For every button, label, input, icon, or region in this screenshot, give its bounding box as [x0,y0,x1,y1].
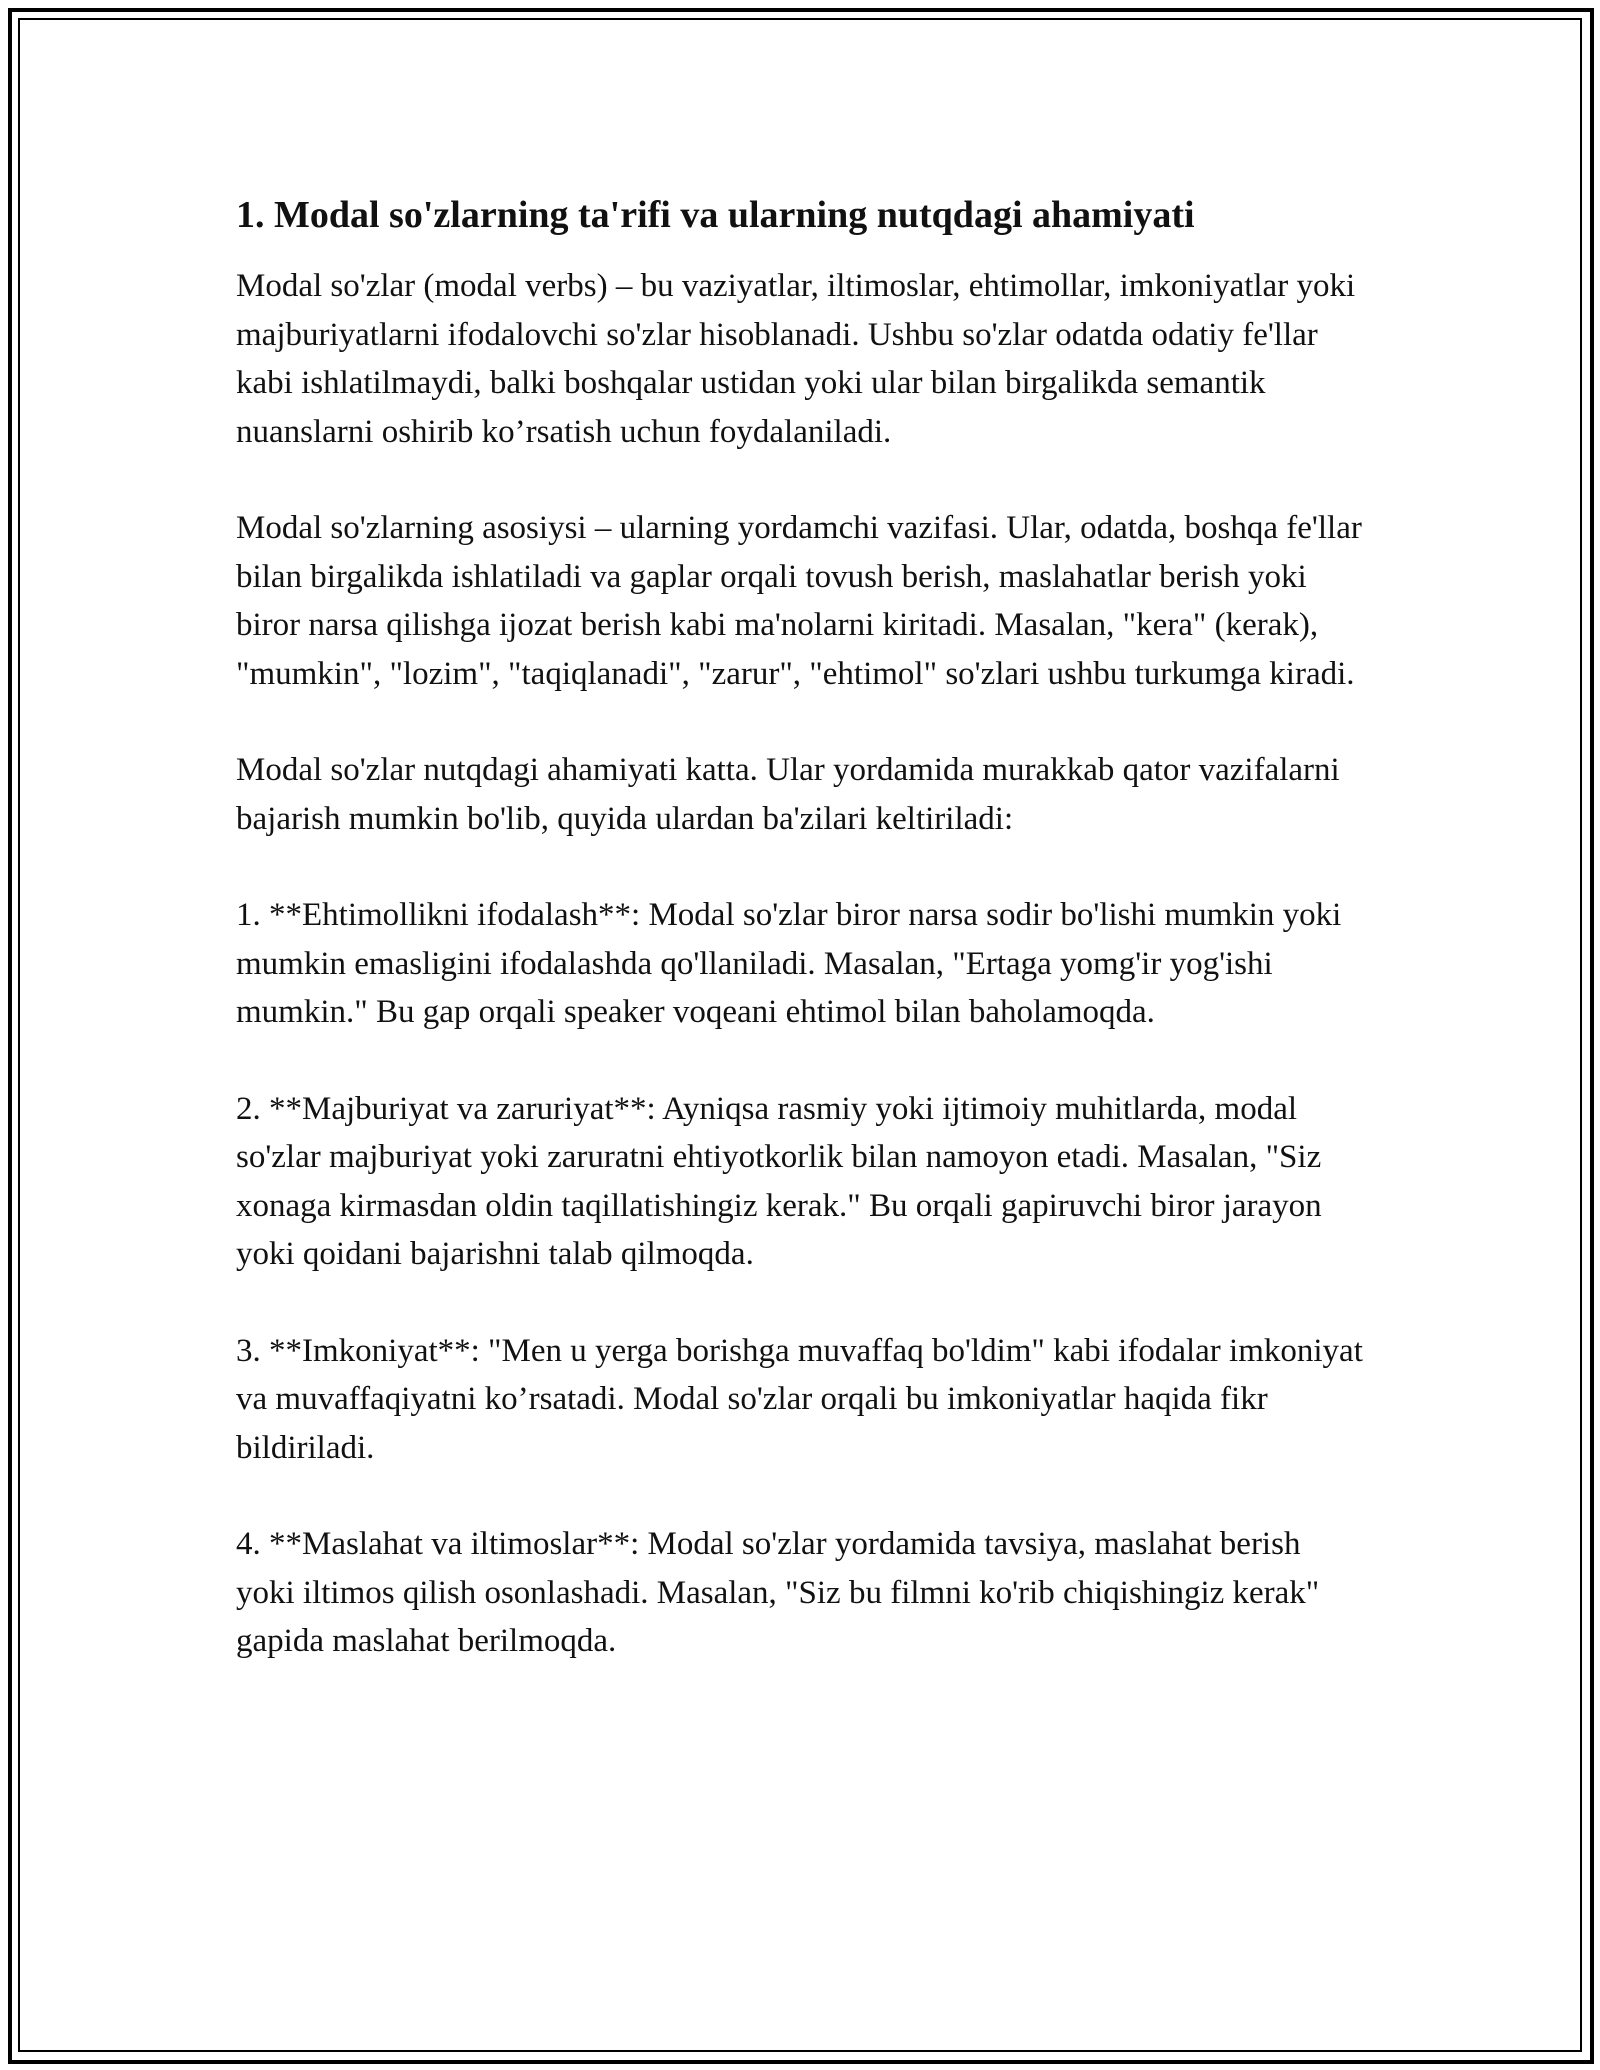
list-item-advice: 4. **Maslahat va iltimoslar**: Modal so'zlar yordamida tavsiya, maslahat berish yoki iltimos qilish osonlashadi. Masalan, "Siz bu filmni ko'rib chiqishingiz kerak" gapida maslahat berilmoqda. [236,1526,1320,1659]
paragraph-importance: Modal so'zlar nutqdagi ahamiyati katta. Ular yordamida murakkab qator vazifalarni bajarish mumkin bo'lib, quyida ulardan ba'zilari keltiriladi: [236,752,1340,837]
list-item-possibility: 3. **Imkoniyat**: "Men u yerga borishga muvaffaq bo'ldim" kabi ifodalar imkoniyat va muvaffaqiyatni ko’rsatadi. Modal so'zlar orqali bu imkoniyatlar haqida fikr bildiriladi. [236,1332,1363,1466]
paragraph-definition: Modal so'zlar (modal verbs) – bu vaziyatlar, iltimoslar, ehtimollar, imkoniyatlar yoki majburiyatlarni ifodalovchi so'zlar hisoblanadi. Ushbu so'zlar odatda odatiy fe'llar kabi ishlatilmaydi, balki boshqalar ustidan yoki ular bilan birgalikda semantik nuanslarni oshirib ko’rsatish uchun foydalaniladi. [236,268,1356,450]
paragraph-auxiliary-function: Modal so'zlarning asosiysi – ularning yordamchi vazifasi. Ular, odatda, boshqa fe'llar bilan birgalikda ishlatiladi va gaplar orqali tovush berish, maslahatlar berish yoki biror narsa qilishga ijozat berish kabi ma'nolarni kiritadi. Masalan, "kera" (kerak), "mumkin", "lozim", "taqiqlanadi", "zarur", "ehtimol" so'zlari ushbu turkumga kiradi. [236,510,1362,692]
list-item-obligation: 2. **Majburiyat va zaruriyat**: Ayniqsa rasmiy yoki ijtimoiy muhitlarda, modal so'zlar majburiyat yoki zaruratni ehtiyotkorlik bilan namoyon etadi. Masalan, "Siz xonaga kirmasdan oldin taqillatishingiz kerak." Bu orqali gapiruvchi biror jarayon yoki qoidani bajarishni talab qilmoqda. [236,1090,1322,1272]
page-title: 1. Modal so'zlarning ta'rifi va ularning nutqdagi ahamiyati [236,194,1195,236]
list-item-probability: 1. **Ehtimollikni ifodalash**: Modal so'zlar biror narsa sodir bo'lishi mumkin yoki mumkin emasligini ifodalashda qo'llaniladi. Masalan, "Ertaga yomg'ir yog'ishi mumkin." Bu gap orqali speaker voqeani ehtimol bilan baholamoqda. [236,897,1342,1030]
document-body [236,188,1366,1714]
